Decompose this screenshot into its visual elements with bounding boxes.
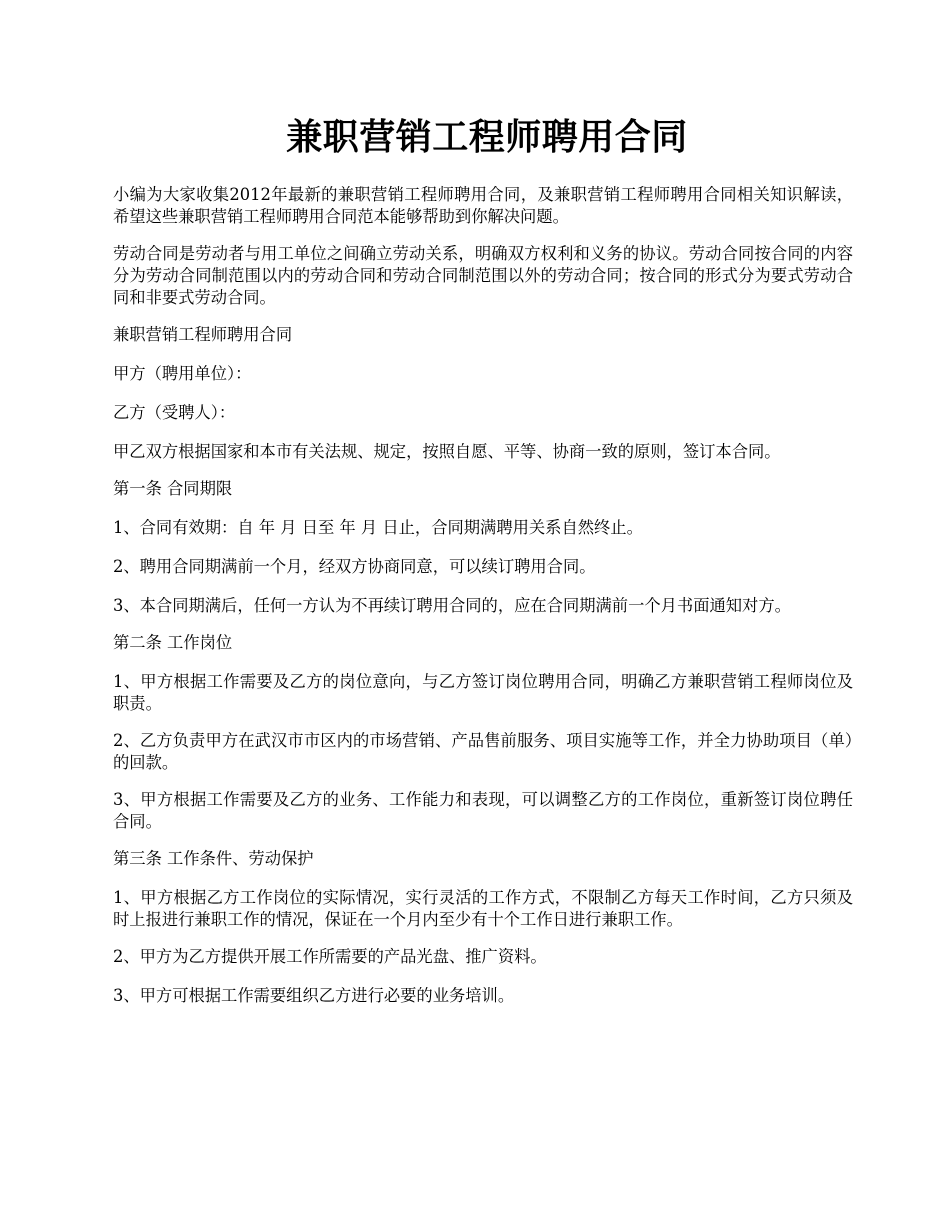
- article-2-clause-2: 2、乙方负责甲方在武汉市市区内的市场营销、产品售前服务、项目实施等工作，并全力协助项目（单）的回款。: [113, 731, 853, 772]
- document-page: [113, 112, 853, 1024]
- article-2-clause-3: 3、甲方根据工作需要及乙方的业务、工作能力和表现，可以调整乙方的工作岗位，重新签订岗位聘任合同。: [113, 790, 853, 831]
- party-a-line: 甲方（聘用单位）：: [113, 364, 252, 383]
- article-3-clause-1: 1、甲方根据乙方工作岗位的实际情况，实行灵活的工作方式，不限制乙方每天工作时间，乙方只须及时上报进行兼职工作的情况，保证在一个月内至少有十个工作日进行兼职工作。: [113, 888, 853, 929]
- article-3-clause-2: 2、甲方为乙方提供开展工作所需要的产品光盘、推广资料。: [113, 947, 547, 966]
- article-1-clause-1: 1、合同有效期：自 年 月 日至 年 月 日止，合同期满聘用关系自然终止。: [113, 518, 643, 537]
- article-3-clause-3: 3、甲方可根据工作需要组织乙方进行必要的业务培训。: [113, 986, 515, 1005]
- article-3-heading: 第三条 工作条件、劳动保护: [113, 849, 314, 868]
- contract-heading: 兼职营销工程师聘用合同: [113, 325, 293, 344]
- article-1-clause-3: 3、本合同期满后，任何一方认为不再续订聘用合同的，应在合同期满前一个月书面通知对方。: [113, 596, 791, 615]
- definition-paragraph: 劳动合同是劳动者与用工单位之间确立劳动关系，明确双方权利和义务的协议。劳动合同按合同的内容分为劳动合同制范围以内的劳动合同和劳动合同制范围以外的劳动合同；按合同的形式分为要式劳动合同和非要式劳动合同。: [113, 244, 853, 307]
- document-title: 兼职营销工程师聘用合同: [286, 116, 688, 158]
- party-b-line: 乙方（受聘人）：: [113, 403, 236, 422]
- article-1-heading: 第一条 合同期限: [113, 479, 233, 498]
- article-2-heading: 第二条 工作岗位: [113, 633, 233, 652]
- preamble-paragraph: 甲乙双方根据国家和本市有关法规、规定，按照自愿、平等、协商一致的原则，签订本合同。: [113, 442, 781, 461]
- article-1-clause-2: 2、聘用合同期满前一个月，经双方协商同意，可以续订聘用合同。: [113, 557, 596, 576]
- intro-paragraph: 小编为大家收集2012年最新的兼职营销工程师聘用合同，及兼职营销工程师聘用合同相关知识解读，希望这些兼职营销工程师聘用合同范本能够帮助到你解决问题。: [113, 185, 853, 226]
- article-2-clause-1: 1、甲方根据工作需要及乙方的岗位意向，与乙方签订岗位聘用合同，明确乙方兼职营销工程师岗位及职责。: [113, 672, 853, 713]
